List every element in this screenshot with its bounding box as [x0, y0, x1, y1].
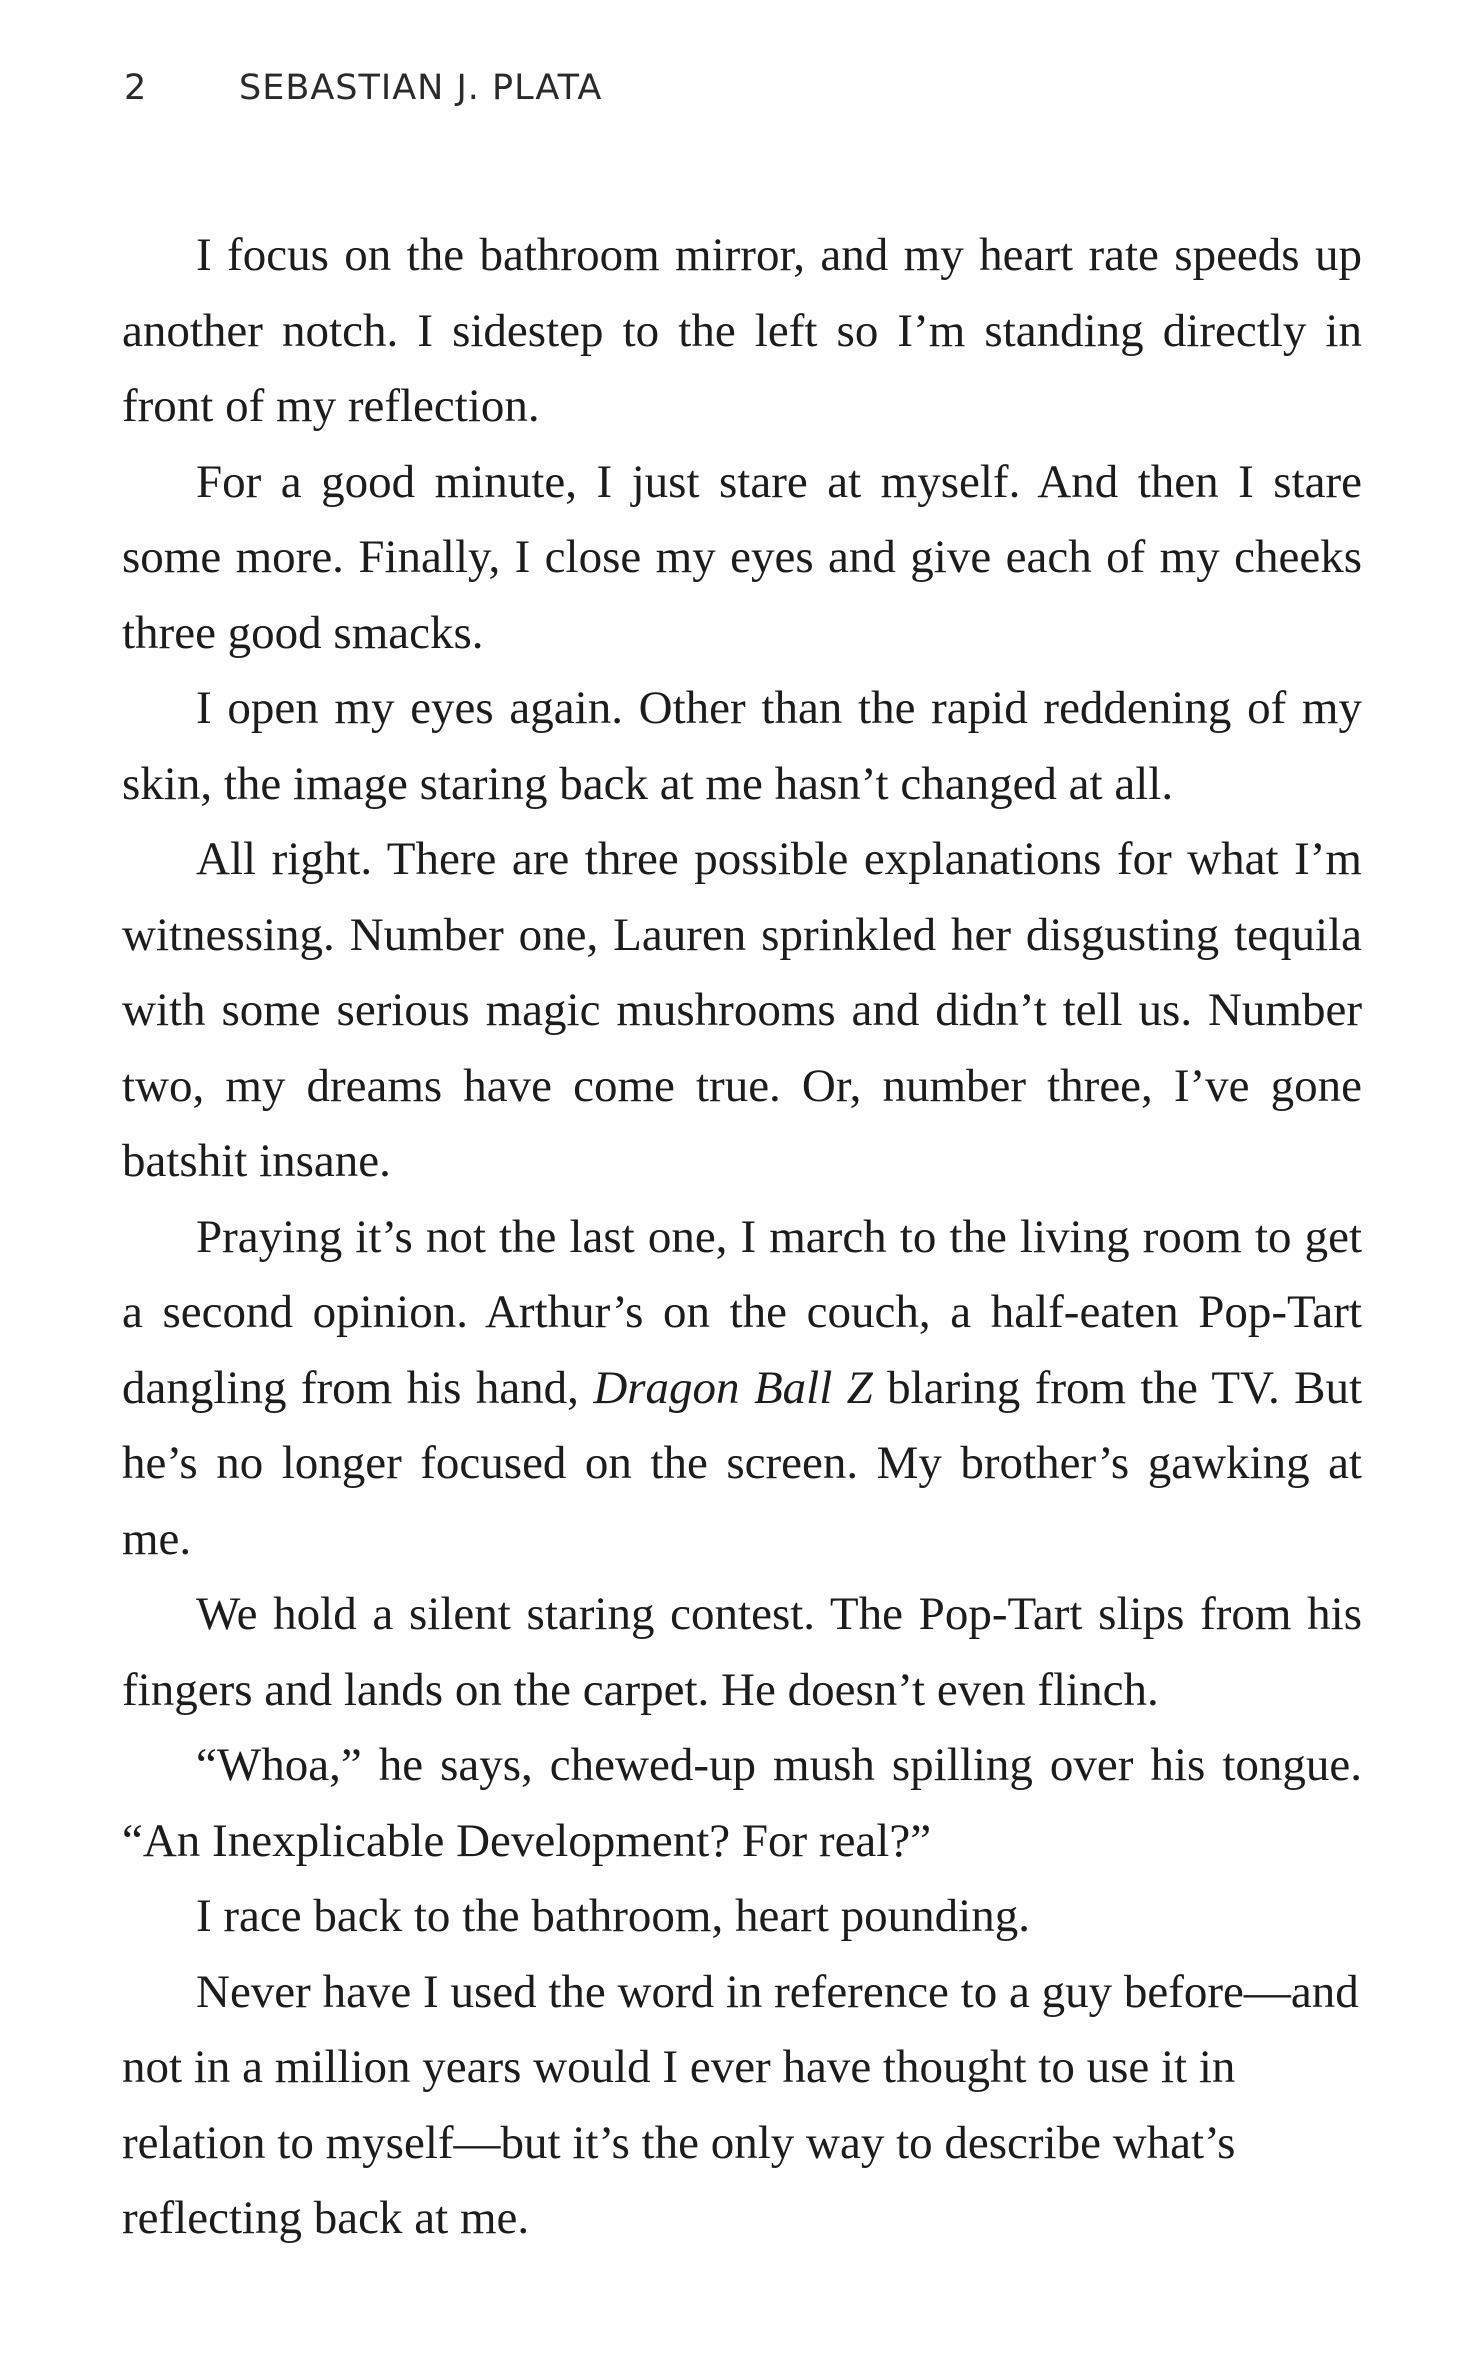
running-head [124, 68, 602, 108]
paragraph-9: Never have I used the word in reference to a guy before—and not in a million years would I ever have thought to use it in relation to myself—but it’s the only way to describe what’s reflecting back at me. [122, 1965, 1359, 2244]
paragraph-3: I open my eyes again. Other than the rapid reddening of my skin, the image staring back at me hasn’t changed at all. [122, 682, 1362, 810]
paragraph-6: We hold a silent staring contest. The Pop-Tart slips from his fingers and lands on the carpet. He doesn’t even flinch. [122, 1588, 1362, 1716]
paragraph-5 [122, 1200, 1362, 1578]
show-title: Dragon Ball Z [593, 1361, 873, 1414]
author-name: SEBASTIAN J. PLATA [239, 68, 603, 108]
paragraph-1: I focus on the bathroom mirror, and my heart rate speeds up another notch. I sidestep to the left so I’m standing directly in front of my reflection. [122, 229, 1362, 432]
paragraph-8: I race back to the bathroom, heart pounding. [196, 1890, 1030, 1942]
paragraph-5-part-1: Praying it’s not the last one, I march to the living room to get a second opinion. Arthur’s on the couch, a half-eaten Pop-Tart dangling from his hand, [122, 1210, 1362, 1414]
paragraph-7: “Whoa,” he says, chewed-up mush spilling over his tongue. “An Inexplicable Development? For real?” [122, 1739, 1362, 1867]
paragraph-4: All right. There are three possible explanations for what I’m witnessing. Number one, Lauren sprinkled her disgusting tequila with some serious magic mushrooms and didn’t tell us. Number two, my dreams have come true. Or, number three, I’ve gone batshit insane. [122, 833, 1362, 1187]
paragraph-2: For a good minute, I just stare at myself. And then I stare some more. Finally, I close my eyes and give each of my cheeks three good smacks. [122, 455, 1362, 659]
paragraph-5-part-2: blaring from the TV. But he’s no longer focused on the screen. My brother’s gawking at me. [122, 1361, 1363, 1565]
body-text [122, 218, 1362, 2257]
page-number: 2 [124, 68, 148, 108]
